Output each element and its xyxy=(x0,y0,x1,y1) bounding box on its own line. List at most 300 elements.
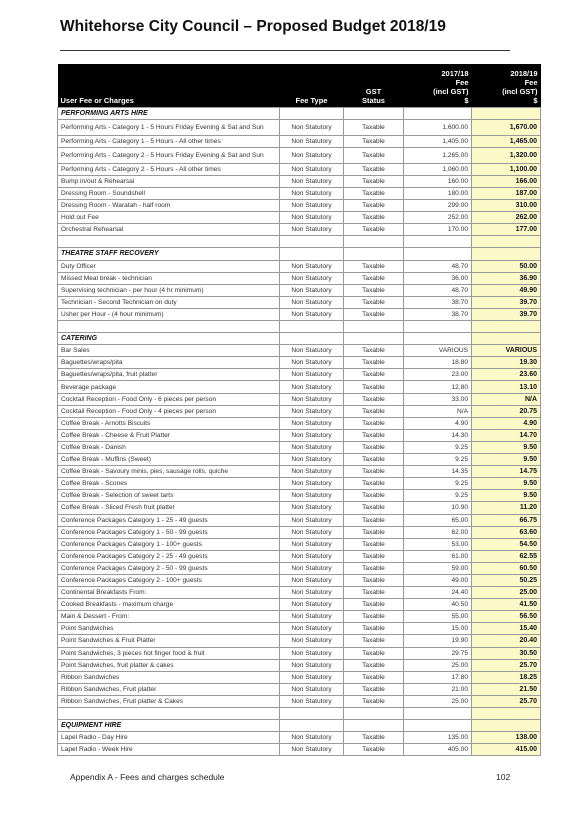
fee-2018-19: 41.50 xyxy=(472,599,541,611)
fee-type: Non Statutory xyxy=(280,357,344,369)
gst-status: Taxable xyxy=(344,147,404,163)
spacer-cell xyxy=(58,236,280,248)
fee-2018-19: 9.50 xyxy=(472,490,541,502)
gst-status: Taxable xyxy=(344,224,404,236)
section-filler xyxy=(280,248,344,260)
spacer-cell xyxy=(344,236,404,248)
fee-2017-18: 49.00 xyxy=(404,574,472,586)
fee-2018-19: 14.70 xyxy=(472,429,541,441)
fee-description: Conference Packages Category 1 - 50 - 99 guests xyxy=(58,526,280,538)
fee-type: Non Statutory xyxy=(280,599,344,611)
fee-2018-19: 9.50 xyxy=(472,478,541,490)
fee-type: Non Statutory xyxy=(280,393,344,405)
table-row xyxy=(58,683,541,695)
fee-description: Lapel Radio - Day Hire xyxy=(58,732,280,744)
section-filler xyxy=(280,333,344,345)
fee-description: Hold out Fee xyxy=(58,212,280,224)
gst-status: Taxable xyxy=(344,647,404,659)
section-header-row xyxy=(58,248,541,260)
gst-status: Taxable xyxy=(344,732,404,744)
gst-status: Taxable xyxy=(344,381,404,393)
fee-type: Non Statutory xyxy=(280,744,344,756)
gst-status: Taxable xyxy=(344,587,404,599)
fee-type: Non Statutory xyxy=(280,345,344,357)
gst-status: Taxable xyxy=(344,272,404,284)
table-row xyxy=(58,163,541,175)
fee-type: Non Statutory xyxy=(280,635,344,647)
fee-2017-18: 299.00 xyxy=(404,200,472,212)
fee-2018-19: 50.25 xyxy=(472,574,541,586)
fee-type: Non Statutory xyxy=(280,135,344,147)
fee-2018-19: 166.00 xyxy=(472,175,541,187)
fee-2017-18: 55.00 xyxy=(404,611,472,623)
fee-2018-19: 39.70 xyxy=(472,296,541,308)
fee-2017-18: 14.35 xyxy=(404,466,472,478)
table-row xyxy=(58,538,541,550)
gst-status: Taxable xyxy=(344,200,404,212)
fee-description: Orchestral Rehearsal xyxy=(58,224,280,236)
fee-2018-19: 11.20 xyxy=(472,502,541,514)
fee-2017-18: 1,265.00 xyxy=(404,147,472,163)
fee-description: Coffee Break - Muffins (Sweet) xyxy=(58,454,280,466)
header-1819-line-1: 2018/19 xyxy=(510,69,538,78)
fee-2018-19: 1,670.00 xyxy=(472,120,541,136)
spacer-row xyxy=(58,236,541,248)
gst-status: Taxable xyxy=(344,454,404,466)
fee-2018-19: 14.75 xyxy=(472,466,541,478)
table-row xyxy=(58,308,541,320)
gst-status: Taxable xyxy=(344,405,404,417)
table-row xyxy=(58,429,541,441)
fee-type: Non Statutory xyxy=(280,417,344,429)
fee-2017-18: 9.25 xyxy=(404,478,472,490)
fee-description: Dressing Room - Soundshell xyxy=(58,187,280,199)
fee-2017-18: 21.00 xyxy=(404,683,472,695)
section-filler-highlight xyxy=(472,108,541,120)
fee-type: Non Statutory xyxy=(280,224,344,236)
fee-type: Non Statutory xyxy=(280,526,344,538)
fee-type: Non Statutory xyxy=(280,478,344,490)
fee-type: Non Statutory xyxy=(280,212,344,224)
gst-status: Taxable xyxy=(344,212,404,224)
gst-status: Taxable xyxy=(344,466,404,478)
header-1819-line-2: Fee xyxy=(524,78,538,87)
fee-description: Performing Arts - Category 1 - 5 Hours - All other times xyxy=(58,135,280,147)
section-filler xyxy=(404,720,472,732)
table-row xyxy=(58,200,541,212)
spacer-cell-highlight xyxy=(472,236,541,248)
fee-description: Duty Officer xyxy=(58,260,280,272)
fee-description: Missed Meal break - technician xyxy=(58,272,280,284)
gst-status: Taxable xyxy=(344,550,404,562)
gst-status: Taxable xyxy=(344,744,404,756)
fee-2017-18: 17.80 xyxy=(404,671,472,683)
gst-status: Taxable xyxy=(344,441,404,453)
fee-type: Non Statutory xyxy=(280,574,344,586)
fee-description: Cocktail Reception - Food Only - 6 pieces per person xyxy=(58,393,280,405)
fee-description: Conference Packages Category 1 - 100+ guests xyxy=(58,538,280,550)
gst-status: Taxable xyxy=(344,599,404,611)
fee-type: Non Statutory xyxy=(280,187,344,199)
fee-description: Coffee Break - Cheese & Fruit Platter xyxy=(58,429,280,441)
fee-description: Conference Packages Category 2 - 50 - 99 guests xyxy=(58,562,280,574)
spacer-row xyxy=(58,708,541,720)
fee-description: Point Sandwiches & Fruit Platter xyxy=(58,635,280,647)
fee-2017-18: 405.00 xyxy=(404,744,472,756)
gst-status: Taxable xyxy=(344,623,404,635)
table-row xyxy=(58,296,541,308)
gst-status: Taxable xyxy=(344,695,404,707)
fee-2017-18: 1,405.00 xyxy=(404,135,472,147)
title-rule xyxy=(60,50,510,51)
fee-description: Usher per Hour - (4 hour minimum) xyxy=(58,308,280,320)
header-1819-line-3: (incl GST) xyxy=(502,87,538,96)
gst-status: Taxable xyxy=(344,562,404,574)
gst-status: Taxable xyxy=(344,490,404,502)
fee-2017-18: 40.50 xyxy=(404,599,472,611)
gst-status: Taxable xyxy=(344,308,404,320)
spacer-cell xyxy=(404,236,472,248)
fee-description: Technician - Second Technician on duty xyxy=(58,296,280,308)
fee-2017-18: 9.25 xyxy=(404,490,472,502)
table-row xyxy=(58,490,541,502)
fee-type: Non Statutory xyxy=(280,308,344,320)
table-row xyxy=(58,272,541,284)
fee-type: Non Statutory xyxy=(280,550,344,562)
fee-2017-18: 38.70 xyxy=(404,308,472,320)
fee-2017-18: 38.70 xyxy=(404,296,472,308)
fee-description: Coffee Break - Danish xyxy=(58,441,280,453)
fee-2018-19: 310.00 xyxy=(472,200,541,212)
fee-description: Performing Arts - Category 2 - 5 Hours Friday Evening & Sat and Sun xyxy=(58,147,280,163)
fee-type: Non Statutory xyxy=(280,514,344,526)
fee-2017-18: 14.30 xyxy=(404,429,472,441)
header-1718-line-1: 2017/18 xyxy=(441,69,469,78)
footer-page-number: 102 xyxy=(496,772,511,782)
header-fee-type: Fee Type xyxy=(280,64,344,108)
fee-type: Non Statutory xyxy=(280,502,344,514)
fee-description: Ribbon Sandwiches, Fruit platter & Cakes xyxy=(58,695,280,707)
header-user-fee: User Fee or Charges xyxy=(58,64,280,108)
fee-description: Main & Dessert - From: xyxy=(58,611,280,623)
table-row xyxy=(58,224,541,236)
gst-status: Taxable xyxy=(344,538,404,550)
fee-2018-19: 138.00 xyxy=(472,732,541,744)
fee-description: Continental Breakfasts From: xyxy=(58,587,280,599)
fee-2017-18: 252.00 xyxy=(404,212,472,224)
fee-description: Point Sandwiches xyxy=(58,623,280,635)
fee-2018-19: 56.50 xyxy=(472,611,541,623)
fee-description: Cocktail Reception - Food Only - 4 pieces per person xyxy=(58,405,280,417)
gst-status: Taxable xyxy=(344,417,404,429)
spacer-cell-highlight xyxy=(472,321,541,333)
gst-status: Taxable xyxy=(344,635,404,647)
gst-status: Taxable xyxy=(344,163,404,175)
fee-2018-19: 21.50 xyxy=(472,683,541,695)
table-row xyxy=(58,671,541,683)
gst-status: Taxable xyxy=(344,260,404,272)
fee-description: Baguettes/wraps/pita xyxy=(58,357,280,369)
fee-2017-18: 25.00 xyxy=(404,695,472,707)
table-row xyxy=(58,393,541,405)
fee-2018-19: 187.00 xyxy=(472,187,541,199)
fee-type: Non Statutory xyxy=(280,405,344,417)
gst-status: Taxable xyxy=(344,357,404,369)
spacer-cell xyxy=(404,708,472,720)
fee-description: Cooked Breakfasts - maximum charge xyxy=(58,599,280,611)
fee-type: Non Statutory xyxy=(280,454,344,466)
fee-2017-18: 9.25 xyxy=(404,454,472,466)
spacer-cell xyxy=(280,236,344,248)
fee-description: Coffee Break - Scones xyxy=(58,478,280,490)
section-filler xyxy=(404,333,472,345)
fee-2017-18: 10.90 xyxy=(404,502,472,514)
section-title: CATERING xyxy=(58,333,280,345)
table-row xyxy=(58,611,541,623)
fee-description: Coffee Break - Selection of sweet tarts xyxy=(58,490,280,502)
gst-status: Taxable xyxy=(344,369,404,381)
spacer-cell xyxy=(344,708,404,720)
table-row xyxy=(58,284,541,296)
spacer-cell xyxy=(280,708,344,720)
gst-status: Taxable xyxy=(344,683,404,695)
fee-type: Non Statutory xyxy=(280,611,344,623)
gst-status: Taxable xyxy=(344,611,404,623)
fee-2018-19: 262.00 xyxy=(472,212,541,224)
section-header-row xyxy=(58,720,541,732)
fee-description: Conference Packages Category 1 - 25 - 49 guests xyxy=(58,514,280,526)
fee-2017-18: 1,060.00 xyxy=(404,163,472,175)
fee-description: Lapel Radio - Week Hire xyxy=(58,744,280,756)
table-row xyxy=(58,659,541,671)
gst-status: Taxable xyxy=(344,175,404,187)
fee-2017-18: 135.00 xyxy=(404,732,472,744)
fee-2017-18: 180.00 xyxy=(404,187,472,199)
table-row xyxy=(58,526,541,538)
fee-type: Non Statutory xyxy=(280,200,344,212)
fee-2017-18: 19.90 xyxy=(404,635,472,647)
header-fee-2017-18 xyxy=(404,64,472,108)
fee-2018-19: 1,465.00 xyxy=(472,135,541,147)
fee-2017-18: 160.00 xyxy=(404,175,472,187)
spacer-cell xyxy=(58,708,280,720)
fee-2018-19: 36.90 xyxy=(472,272,541,284)
table-row xyxy=(58,502,541,514)
fee-type: Non Statutory xyxy=(280,120,344,136)
fee-2018-19: 50.00 xyxy=(472,260,541,272)
fee-description: Point Sandwiches, fruit platter & cakes xyxy=(58,659,280,671)
fee-2017-18: 170.00 xyxy=(404,224,472,236)
fee-type: Non Statutory xyxy=(280,272,344,284)
header-gst-line-1: GST xyxy=(365,87,382,96)
fee-type: Non Statutory xyxy=(280,538,344,550)
fee-2017-18: 4.90 xyxy=(404,417,472,429)
section-header-row xyxy=(58,333,541,345)
table-row xyxy=(58,550,541,562)
fee-2018-19: 415.00 xyxy=(472,744,541,756)
fee-2018-19: 15.40 xyxy=(472,623,541,635)
fee-description: Supervising technician - per hour (4 hr minimum) xyxy=(58,284,280,296)
fee-2017-18: 1,600.00 xyxy=(404,120,472,136)
fee-2017-18: N/A xyxy=(404,405,472,417)
fee-2017-18: 48.70 xyxy=(404,284,472,296)
fee-2017-18: 18.80 xyxy=(404,357,472,369)
section-filler xyxy=(404,108,472,120)
gst-status: Taxable xyxy=(344,135,404,147)
fee-2017-18: 48.70 xyxy=(404,260,472,272)
gst-status: Taxable xyxy=(344,514,404,526)
fees-table-body xyxy=(58,108,541,756)
section-filler-highlight xyxy=(472,248,541,260)
fee-type: Non Statutory xyxy=(280,659,344,671)
section-filler xyxy=(344,720,404,732)
section-filler xyxy=(280,108,344,120)
fee-2018-19: 1,100.00 xyxy=(472,163,541,175)
fee-type: Non Statutory xyxy=(280,466,344,478)
table-row xyxy=(58,175,541,187)
fee-2017-18: 23.00 xyxy=(404,369,472,381)
fee-description: Beverage package xyxy=(58,381,280,393)
fee-2017-18: 62.00 xyxy=(404,526,472,538)
section-filler xyxy=(344,248,404,260)
table-row xyxy=(58,514,541,526)
fee-type: Non Statutory xyxy=(280,175,344,187)
fee-type: Non Statutory xyxy=(280,490,344,502)
table-row xyxy=(58,587,541,599)
fee-2018-19: VARIOUS xyxy=(472,345,541,357)
section-title: THEATRE STAFF RECOVERY xyxy=(58,248,280,260)
gst-status: Taxable xyxy=(344,345,404,357)
fee-2018-19: 49.90 xyxy=(472,284,541,296)
fee-2018-19: 4.90 xyxy=(472,417,541,429)
fee-2017-18: 33.00 xyxy=(404,393,472,405)
spacer-cell xyxy=(344,321,404,333)
fee-2018-19: 66.75 xyxy=(472,514,541,526)
table-row xyxy=(58,187,541,199)
table-row xyxy=(58,623,541,635)
fee-type: Non Statutory xyxy=(280,647,344,659)
fee-type: Non Statutory xyxy=(280,260,344,272)
fee-type: Non Statutory xyxy=(280,695,344,707)
fee-2018-19: 39.70 xyxy=(472,308,541,320)
fee-2018-19: 30.50 xyxy=(472,647,541,659)
fee-2018-19: 20.40 xyxy=(472,635,541,647)
fee-type: Non Statutory xyxy=(280,163,344,175)
table-row xyxy=(58,562,541,574)
fee-type: Non Statutory xyxy=(280,587,344,599)
fee-2018-19: 62.55 xyxy=(472,550,541,562)
section-filler-highlight xyxy=(472,720,541,732)
fee-2017-18: 36.00 xyxy=(404,272,472,284)
fee-2018-19: 25.00 xyxy=(472,587,541,599)
table-row xyxy=(58,466,541,478)
table-row xyxy=(58,599,541,611)
fee-2018-19: 25.70 xyxy=(472,695,541,707)
fee-type: Non Statutory xyxy=(280,441,344,453)
fee-type: Non Statutory xyxy=(280,429,344,441)
table-row xyxy=(58,147,541,163)
fee-type: Non Statutory xyxy=(280,381,344,393)
table-row xyxy=(58,454,541,466)
table-header-row xyxy=(58,64,541,108)
fee-description: Baguettes/wraps/pita, fruit platter xyxy=(58,369,280,381)
table-row xyxy=(58,417,541,429)
fee-2017-18: 25.00 xyxy=(404,659,472,671)
gst-status: Taxable xyxy=(344,478,404,490)
fee-2017-18: 9.25 xyxy=(404,441,472,453)
gst-status: Taxable xyxy=(344,574,404,586)
fee-2017-18: 61.00 xyxy=(404,550,472,562)
fee-2017-18: 24.40 xyxy=(404,587,472,599)
table-row xyxy=(58,120,541,136)
gst-status: Taxable xyxy=(344,502,404,514)
table-row xyxy=(58,369,541,381)
header-fee-2018-19 xyxy=(472,64,541,108)
fee-description: Conference Packages Category 2 - 25 - 49 guests xyxy=(58,550,280,562)
gst-status: Taxable xyxy=(344,296,404,308)
fee-2018-19: 54.50 xyxy=(472,538,541,550)
table-row xyxy=(58,478,541,490)
gst-status: Taxable xyxy=(344,187,404,199)
section-filler xyxy=(344,108,404,120)
gst-status: Taxable xyxy=(344,526,404,538)
fee-description: Dressing Room - Waratah - half room xyxy=(58,200,280,212)
fees-table xyxy=(57,64,541,756)
page-title: Whitehorse City Council – Proposed Budget 2018/19 xyxy=(60,18,446,35)
spacer-cell-highlight xyxy=(472,708,541,720)
fee-description: Bar Sales xyxy=(58,345,280,357)
fee-type: Non Statutory xyxy=(280,296,344,308)
fee-type: Non Statutory xyxy=(280,147,344,163)
fee-2018-19: 9.50 xyxy=(472,441,541,453)
fee-2018-19: 18.25 xyxy=(472,671,541,683)
section-filler-highlight xyxy=(472,333,541,345)
table-row xyxy=(58,135,541,147)
section-filler xyxy=(404,248,472,260)
spacer-row xyxy=(58,321,541,333)
section-header-row xyxy=(58,108,541,120)
gst-status: Taxable xyxy=(344,284,404,296)
fee-2018-19: 13.10 xyxy=(472,381,541,393)
fee-2018-19: 60.50 xyxy=(472,562,541,574)
table-row xyxy=(58,732,541,744)
gst-status: Taxable xyxy=(344,120,404,136)
table-row xyxy=(58,647,541,659)
table-row xyxy=(58,744,541,756)
fee-2018-19: 25.70 xyxy=(472,659,541,671)
fee-type: Non Statutory xyxy=(280,562,344,574)
fee-type: Non Statutory xyxy=(280,732,344,744)
table-row xyxy=(58,357,541,369)
section-filler xyxy=(344,333,404,345)
fee-description: Coffee Break - Arnotts Biscuits xyxy=(58,417,280,429)
section-title: EQUIPMENT HIRE xyxy=(58,720,280,732)
table-row xyxy=(58,695,541,707)
fee-description: Bump in/out & Rehearsal xyxy=(58,175,280,187)
header-1819-line-4: $ xyxy=(533,96,538,105)
table-row xyxy=(58,405,541,417)
table-row xyxy=(58,345,541,357)
section-title: PERFORMING ARTS HIRE xyxy=(58,108,280,120)
fee-2018-19: 9.50 xyxy=(472,454,541,466)
fee-2018-19: 63.60 xyxy=(472,526,541,538)
fee-2017-18: 65.00 xyxy=(404,514,472,526)
header-gst-status xyxy=(344,64,404,108)
fee-2017-18: 12.80 xyxy=(404,381,472,393)
fee-2018-19: 1,320.00 xyxy=(472,147,541,163)
fee-type: Non Statutory xyxy=(280,623,344,635)
table-row xyxy=(58,574,541,586)
